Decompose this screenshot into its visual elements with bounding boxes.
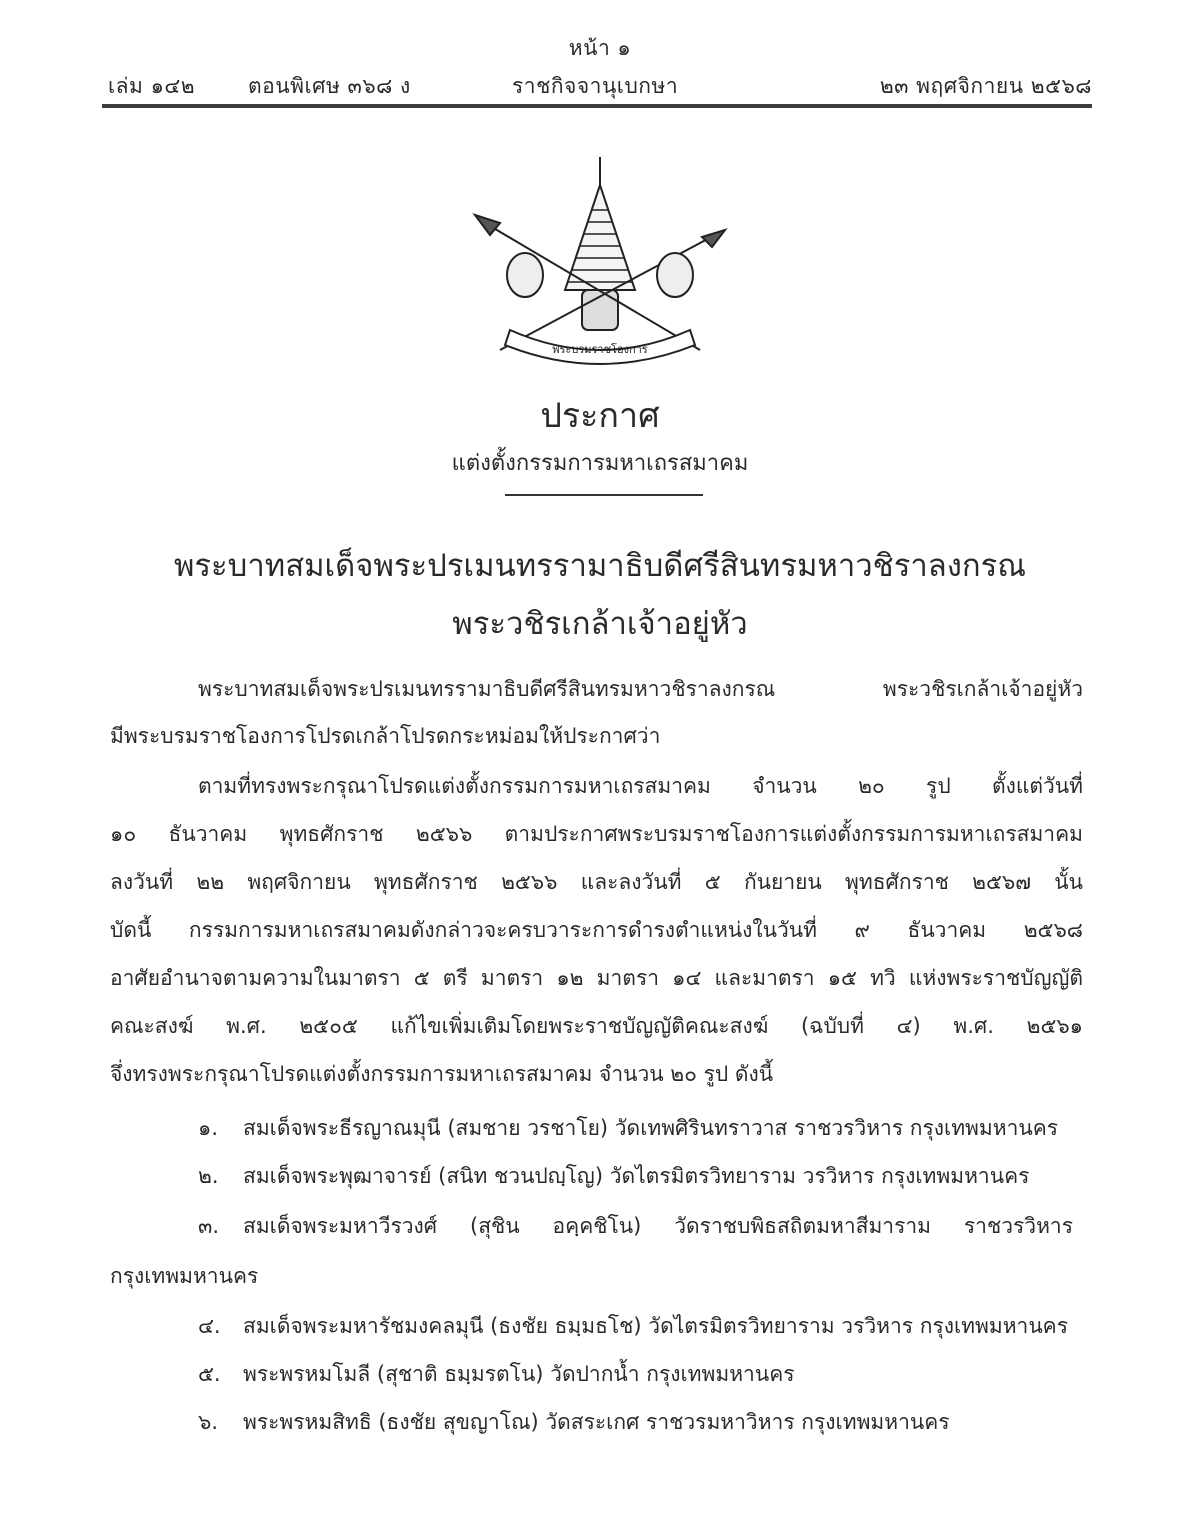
member-text: สมเด็จพระมหาวีรวงศ์ (สุชิน อคฺคชิโน) วัดราชบพิธสถิตมหาสีมาราม ราชวรวิหาร	[243, 1214, 1073, 1238]
king-name-line-1: พระบาทสมเด็จพระปรเมนทรรามาธิบดีศรีสินทรมหาวชิราลงกรณ	[173, 548, 1027, 584]
title-divider	[505, 494, 703, 496]
member-number: ๔.	[198, 1314, 221, 1338]
member-number: ๖.	[198, 1410, 219, 1434]
paragraph-2-line-4: บัดนี้ กรรมการมหาเถรสมาคมดังกล่าวจะครบวาระการดำรงตำแหน่งในวันที่ ๙ ธันวาคม ๒๕๖๘	[110, 918, 1083, 942]
paragraph-2-line-7: จึ่งทรงพระกรุณาโปรดแต่งตั้งกรรมการมหาเถรสมาคม จำนวน ๒๐ รูป ดังนี้	[110, 1062, 774, 1086]
member-text: สมเด็จพระพุฒาจารย์ (สนิท ชวนปญฺโญ) วัดไตรมิตรวิทยาราม วรวิหาร กรุงเทพมหานคร	[243, 1164, 1030, 1188]
royal-seal-emblem-icon	[470, 155, 730, 370]
volume-number: เล่ม ๑๔๒	[108, 74, 196, 98]
member-number: ๒.	[198, 1164, 219, 1188]
paragraph-1-line-2: มีพระบรมราชโองการโปรดเกล้าโปรดกระหม่อมให้ประกาศว่า	[110, 724, 661, 748]
member-text: พระพรหมโมลี (สุชาติ ธมฺมรตโน) วัดปากน้ำ กรุงเทพมหานคร	[243, 1362, 795, 1386]
paragraph-2-line-3: ลงวันที่ ๒๒ พฤศจิกายน พุทธศักราช ๒๕๖๖ และลงวันที่ ๕ กันยายน พุทธศักราช ๒๕๖๗ นั้น	[110, 870, 1083, 894]
publication-date: ๒๓ พฤศจิกายน ๒๕๖๘	[879, 74, 1092, 98]
member-number: ๕.	[198, 1362, 221, 1386]
paragraph-2-line-6: คณะสงฆ์ พ.ศ. ๒๕๐๕ แก้ไขเพิ่มเติมโดยพระราชบัญญัติคณะสงฆ์ (ฉบับที่ ๔) พ.ศ. ๒๕๖๑	[110, 1014, 1083, 1038]
page-number: หน้า ๑	[568, 36, 632, 60]
member-number: ๑.	[198, 1116, 219, 1140]
member-text: สมเด็จพระธีรญาณมุนี (สมชาย วรชาโย) วัดเทพศิรินทราวาส ราชวรวิหาร กรุงเทพมหานคร	[243, 1116, 1059, 1140]
section-number: ตอนพิเศษ ๓๖๘ ง	[248, 74, 411, 98]
member-text: สมเด็จพระมหารัชมงคลมุนี (ธงชัย ธมฺมธโช) วัดไตรมิตรวิทยาราม วรวิหาร กรุงเทพมหานคร	[243, 1314, 1069, 1338]
member-text-continued: กรุงเทพมหานคร	[110, 1264, 259, 1288]
publication-name: ราชกิจจานุเบกษา	[512, 74, 679, 98]
paragraph-1-line-1: พระบาทสมเด็จพระปรเมนทรรามาธิบดีศรีสินทรมหาวชิราลงกรณ พระวชิรเกล้าเจ้าอยู่หัว	[198, 677, 1083, 701]
paragraph-2-line-2: ๑๐ ธันวาคม พุทธศักราช ๒๕๖๖ ตามประกาศพระบรมราชโองการแต่งตั้งกรรมการมหาเถรสมาคม	[110, 822, 1083, 846]
header-rule	[102, 104, 1092, 108]
member-number: ๓.	[198, 1214, 220, 1238]
member-text: พระพรหมสิทธิ (ธงชัย สุขญาโณ) วัดสระเกศ ราชวรมหาวิหาร กรุงเทพมหานคร	[243, 1410, 950, 1434]
announcement-subtitle: แต่งตั้งกรรมการมหาเถรสมาคม	[451, 451, 749, 476]
king-name-line-2: พระวชิรเกล้าเจ้าอยู่หัว	[452, 606, 748, 642]
paragraph-2-line-5: อาศัยอำนาจตามความในมาตรา ๕ ตรี มาตรา ๑๒ มาตรา ๑๔ และมาตรา ๑๕ ทวิ แห่งพระราชบัญญัติ	[110, 966, 1083, 990]
paragraph-2-line-1: ตามที่ทรงพระกรุณาโปรดแต่งตั้งกรรมการมหาเถรสมาคม จำนวน ๒๐ รูป ตั้งแต่วันที่	[198, 774, 1083, 798]
announcement-title: ประกาศ	[540, 396, 660, 436]
svg-text:พระบรมราชโองการ: พระบรมราชโองการ	[552, 343, 648, 356]
